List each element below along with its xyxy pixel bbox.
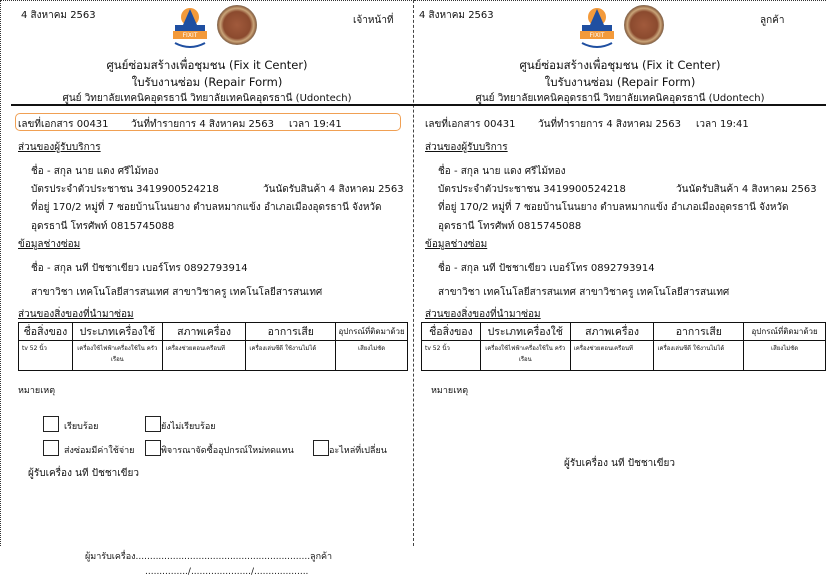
col-accessories: อุปกรณ์ที่ติดมาด้วย [336,323,408,341]
technician-dept: สาขาวิชา เทคโนโลยีสารสนเทศ สาขาวิชาครู เทคโนโลยีสารสนเทศ [438,287,730,298]
items-table [421,322,826,371]
transaction-date: วันที่ทำรายการ 4 สิงหาคม 2563 [131,119,274,130]
col-condition: สภาพเครื่อง [162,323,246,341]
technician-dept: สาขาวิชา เทคโนโลยีสารสนเทศ สาขาวิชาครู เทคโนโลยีสารสนเทศ [31,287,323,298]
col-problem: อาการเสีย [654,323,744,341]
checkbox-parts-replaced[interactable] [313,440,329,456]
remarks-label: หมายเหตุ [18,386,56,396]
checkbox-completed-label: เรียบร้อย [64,422,99,432]
table-row [422,341,826,371]
checkbox-buy-new-label: พิจารณาจัดซื้ออุปกรณ์ใหม่ทดแทน [161,446,294,456]
table-header-row [422,323,826,341]
cell-item-name: tv 52 นิ้ว [422,341,481,371]
customer-address: ที่อยู่ 170/2 หมู่ที่ 7 ซอยบ้านโนนยาง ตำบลหมากแข้ง อำเภอเมืองอุดรธานี จังหวัด [438,202,789,213]
col-item-name: ชื่อสิ่งของ [19,323,73,341]
cell-problem: เครื่องเล่นซีดี ใช้งานไม่ได้ [246,341,336,371]
table-header-row [19,323,408,341]
header-subtitle: ใบรับงานซ่อม (Repair Form) [131,75,283,89]
copy-label: เจ้าหน้าที่ [353,15,394,26]
fixit-logo-icon [169,5,211,51]
col-item-type: ประเภทเครื่องใช้ [480,323,570,341]
cell-condition: เครื่องช่วยตอนเครือนที [162,341,246,371]
form-date: 4 สิงหาคม 2563 [21,10,96,21]
customer-name: ชื่อ - สกุล นาย แดง ศรีไม้ทอง [438,166,566,177]
customer-section-title: ส่วนของผู้รับบริการ [18,142,101,153]
technician-name: ชื่อ - สกุล นที ปัชชาเขียว เบอร์โทร 0892793914 [438,263,655,274]
technician-name: ชื่อ - สกุล นที ปัชชาเขียว เบอร์โทร 0892793914 [31,263,248,274]
items-section-title: ส่วนของสิ่งของที่นำมาซ่อม [425,309,541,320]
customer-name: ชื่อ - สกุล นาย แดง ศรีไม้ทอง [31,166,159,177]
checkbox-paid-repair[interactable] [43,440,59,456]
cell-condition: เครื่องช่วยตอนเครือนที [570,341,654,371]
cell-item-type: เครื่องใช้ไฟฟ้าเครื่องใช้ใน ครัวเรือน [480,341,570,371]
cell-item-type: เครื่องใช้ไฟฟ้าเครื่องใช้ใน ครัวเรือน [72,341,162,371]
checkbox-parts-replaced-label: อะไหล่ที่เปลี่ยน [329,446,387,456]
header-title: ศูนย์ซ่อมสร้างเพื่อชุมชน (Fix it Center) [519,58,721,72]
customer-address-phone: อุดรธานี โทรศัพท์ 0815745088 [438,221,582,232]
checkbox-buy-new[interactable] [145,440,161,456]
transaction-time: เวลา 19:41 [289,119,342,130]
col-item-type: ประเภทเครื่องใช้ [72,323,162,341]
col-item-name: ชื่อสิ่งของ [422,323,481,341]
checkbox-not-completed-label: ยังไม่เรียบร้อย [161,422,216,432]
col-accessories: อุปกรณ์ที่ติดมาด้วย [744,323,826,341]
signature-line: ผู้มารับเครื่อง.............................................................ลูกค้า [85,552,333,562]
header-divider [414,104,826,106]
college-seal-icon [217,5,257,45]
svg-text:FIXIT: FIXIT [589,32,605,39]
receiver-name: ผู้รับเครื่อง นที ปัชชาเขียว [28,468,139,479]
form-copy-customer [414,0,826,546]
header-title: ศูนย์ซ่อมสร้างเพื่อชุมชน (Fix it Center) [106,58,308,72]
checkbox-paid-repair-label: ส่งซ่อมมีค่าใช้จ่าย [64,446,135,456]
transaction-date: วันที่ทำรายการ 4 สิงหาคม 2563 [538,119,681,130]
header-divider [11,104,415,106]
checkbox-completed[interactable] [43,416,59,432]
technician-section-title: ข้อมูลช่างซ่อม [18,239,81,250]
svg-text:FIXIT: FIXIT [182,32,198,39]
form-date: 4 สิงหาคม 2563 [419,10,494,21]
pickup-date: วันนัดรับสินค้า 4 สิงหาคม 2563 [676,184,817,195]
doc-number: เลขที่เอกสาร 00431 [18,119,109,130]
checkbox-not-completed[interactable] [145,416,161,432]
customer-id-card: บัตรประจำตัวประชาชน 3419900524218 [31,184,219,195]
technician-section-title: ข้อมูลช่างซ่อม [425,239,488,250]
items-table [18,322,408,371]
college-seal-icon [624,5,664,45]
header-subtitle: ใบรับงานซ่อม (Repair Form) [544,75,696,89]
header-org: ศูนย์ วิทยาลัยเทคนิคอุดรธานี วิทยาลัยเทคนิคอุดรธานี (Udontech) [475,93,765,104]
customer-address-phone: อุดรธานี โทรศัพท์ 0815745088 [31,221,175,232]
cell-problem: เครื่องเล่นซีดี ใช้งานไม่ได้ [654,341,744,371]
cell-accessories: เสียงไม่ชัด [744,341,826,371]
transaction-time: เวลา 19:41 [696,119,749,130]
col-condition: สภาพเครื่อง [570,323,654,341]
fixit-logo-icon [576,5,618,51]
customer-section-title: ส่วนของผู้รับบริการ [425,142,508,153]
remarks-label: หมายเหตุ [431,386,469,396]
header-org: ศูนย์ วิทยาลัยเทคนิคอุดรธานี วิทยาลัยเทคนิคอุดรธานี (Udontech) [62,93,352,104]
items-section-title: ส่วนของสิ่งของที่นำมาซ่อม [18,309,134,320]
signature-date-line: .............../...................../................... [145,567,309,577]
copy-label: ลูกค้า [760,15,785,26]
customer-address: ที่อยู่ 170/2 หมู่ที่ 7 ซอยบ้านโนนยาง ตำบลหมากแข้ง อำเภอเมืองอุดรธานี จังหวัด [31,202,382,213]
cell-accessories: เสียงไม่ชัด [336,341,408,371]
receiver-name: ผู้รับเครื่อง นที ปัชชาเขียว [564,458,675,469]
pickup-date: วันนัดรับสินค้า 4 สิงหาคม 2563 [263,184,404,195]
cell-item-name: tv 52 นิ้ว [19,341,73,371]
table-row [19,341,408,371]
doc-number: เลขที่เอกสาร 00431 [425,119,516,130]
col-problem: อาการเสีย [246,323,336,341]
customer-id-card: บัตรประจำตัวประชาชน 3419900524218 [438,184,626,195]
